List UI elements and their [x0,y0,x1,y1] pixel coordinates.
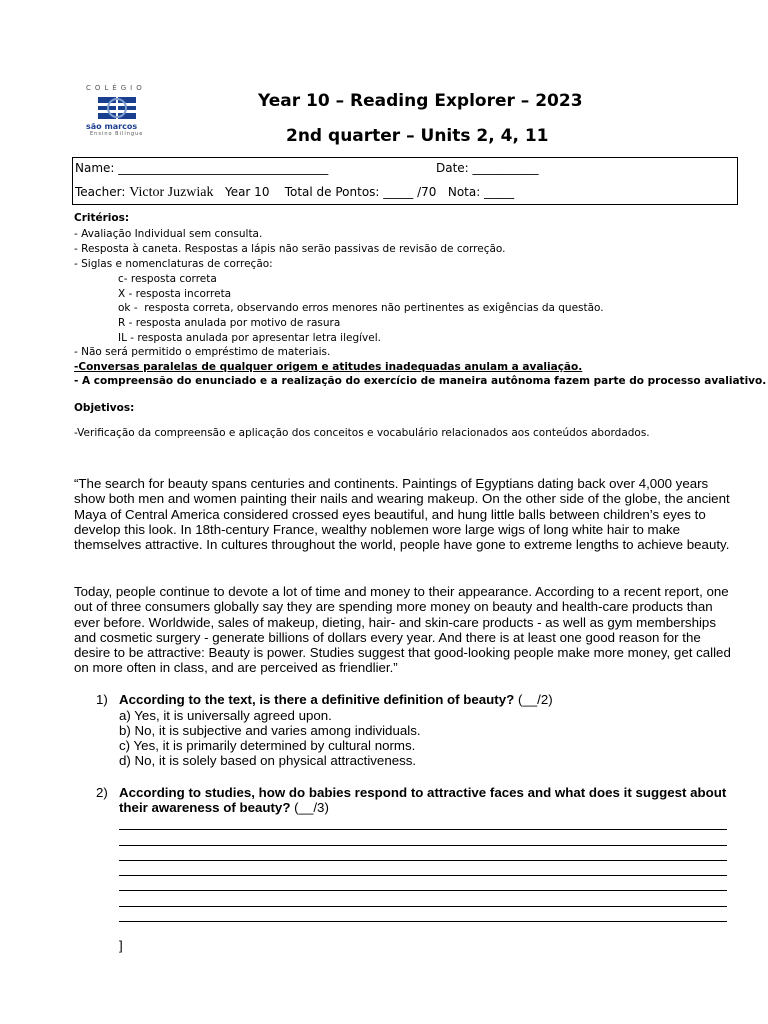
question-2 [119,785,731,816]
reading-passage-paragraph-1: “The search for beauty spans centuries and continents. Paintings of Egyptians dating back over 4,000 years show both men and women painting their nails and wearing makeup. On the other side of the globe, the ancient Maya of Central America considered crossed eyes beautiful, and hung little balls between children’s eyes to develop this look. In 18th-century France, wealthy noblemen wore large wigs of long white hair to make themselves attractive. In cultures throughout the world, people have gone to extreme lengths to achieve beauty. [74,476,730,553]
correction-code: IL - resposta anulada por apresentar letra ilegível. [118,332,381,344]
teacher-label: Teacher: [75,185,130,199]
reading-passage-paragraph-2: Today, people continue to devote a lot of time and money to their appearance. According to a recent report, one out of three consumers globally say they are spending more money on beauty and health-care products than ever before. Worldwide, sales of makeup, dieting, hair- and skin-care products - as well as gym memberships and cosmetic surgery - generate billions of dollars every year. And there is at least one good reason for the desire to be attractive: Beauty is power. Studies suggest that good-looking people make more money, get called on more often in class, and are perceived as friendlier.” [74,584,731,676]
page-subtitle: 2nd quarter – Units 2, 4, 11 [286,126,549,146]
criteria-line: - Siglas e nomenclaturas de correção: [74,258,273,270]
criteria-line: - Não será permitido o empréstimo de materiais. [74,346,331,358]
objectives-text: -Verificação da compreensão e aplicação dos conceitos e vocabulário relacionados aos conteúdos abordados. [74,427,650,439]
answer-option-c[interactable]: c) Yes, it is primarily determined by cultural norms. [119,738,416,753]
date-field[interactable]: Date: ___________ [436,161,539,175]
correction-code: R - resposta anulada por motivo de rasura [118,317,341,329]
objectives-heading: Objetivos: [74,402,135,414]
correction-code: c- resposta correta [118,273,217,285]
answer-line[interactable] [119,890,727,891]
answer-option-d[interactable]: d) No, it is solely based on physical attractiveness. [119,753,417,768]
correction-code: X - resposta incorreta [118,288,232,300]
question-number: 1) [96,692,108,707]
correction-code: ok - resposta correta, observando erros menores não pertinentes as exigências da questão. [118,302,604,314]
page-title: Year 10 – Reading Explorer – 2023 [258,91,583,111]
criteria-heading: Critérios: [74,212,130,224]
criteria-line: - Avaliação Individual sem consulta. [74,228,263,240]
question-points: (__/2) [514,692,553,707]
school-logo-subtitle: Ensino Bilíngue [90,131,144,137]
name-field[interactable]: Name: ___________________________________ [75,161,329,175]
question-number: 2) [96,785,108,800]
teacher-line [75,185,514,201]
question-points: (__/3) [290,800,329,816]
answer-line[interactable] [119,860,727,861]
question-1 [119,692,731,707]
answer-line[interactable] [119,829,727,830]
school-logo-top-text: COLÉGIO [86,84,146,92]
answer-line[interactable] [119,921,727,922]
student-info-box [72,157,738,205]
school-logo-name: são marcos [86,122,138,131]
school-logo-icon [92,95,152,123]
trailing-bracket: ] [119,938,123,953]
teacher-name: Victor Juzwiak [129,185,214,200]
grade-fields[interactable]: Year 10 Total de Pontos: _____ /70 Nota: _____ [213,185,515,199]
question-text: According to the text, is there a definitive definition of beauty? [119,692,515,707]
question-text: According to studies, how do babies respond to attractive faces and what does it suggest about their awareness of beauty? [119,785,727,816]
criteria-warning: -Conversas paralelas de qualquer origem e atitudes inadequadas anulam a avaliação. [74,361,583,373]
criteria-line: - Resposta à caneta. Respostas a lápis não serão passivas de revisão de correção. [74,243,506,255]
answer-option-b[interactable]: b) No, it is subjective and varies among individuals. [119,723,421,738]
answer-option-a[interactable]: a) Yes, it is universally agreed upon. [119,708,332,723]
answer-line[interactable] [119,875,727,876]
criteria-note: - A compreensão do enunciado e a realização do exercício de maneira autônoma fazem parte do processo avaliativo. [74,375,767,387]
answer-line[interactable] [119,845,727,846]
answer-line[interactable] [119,906,727,907]
